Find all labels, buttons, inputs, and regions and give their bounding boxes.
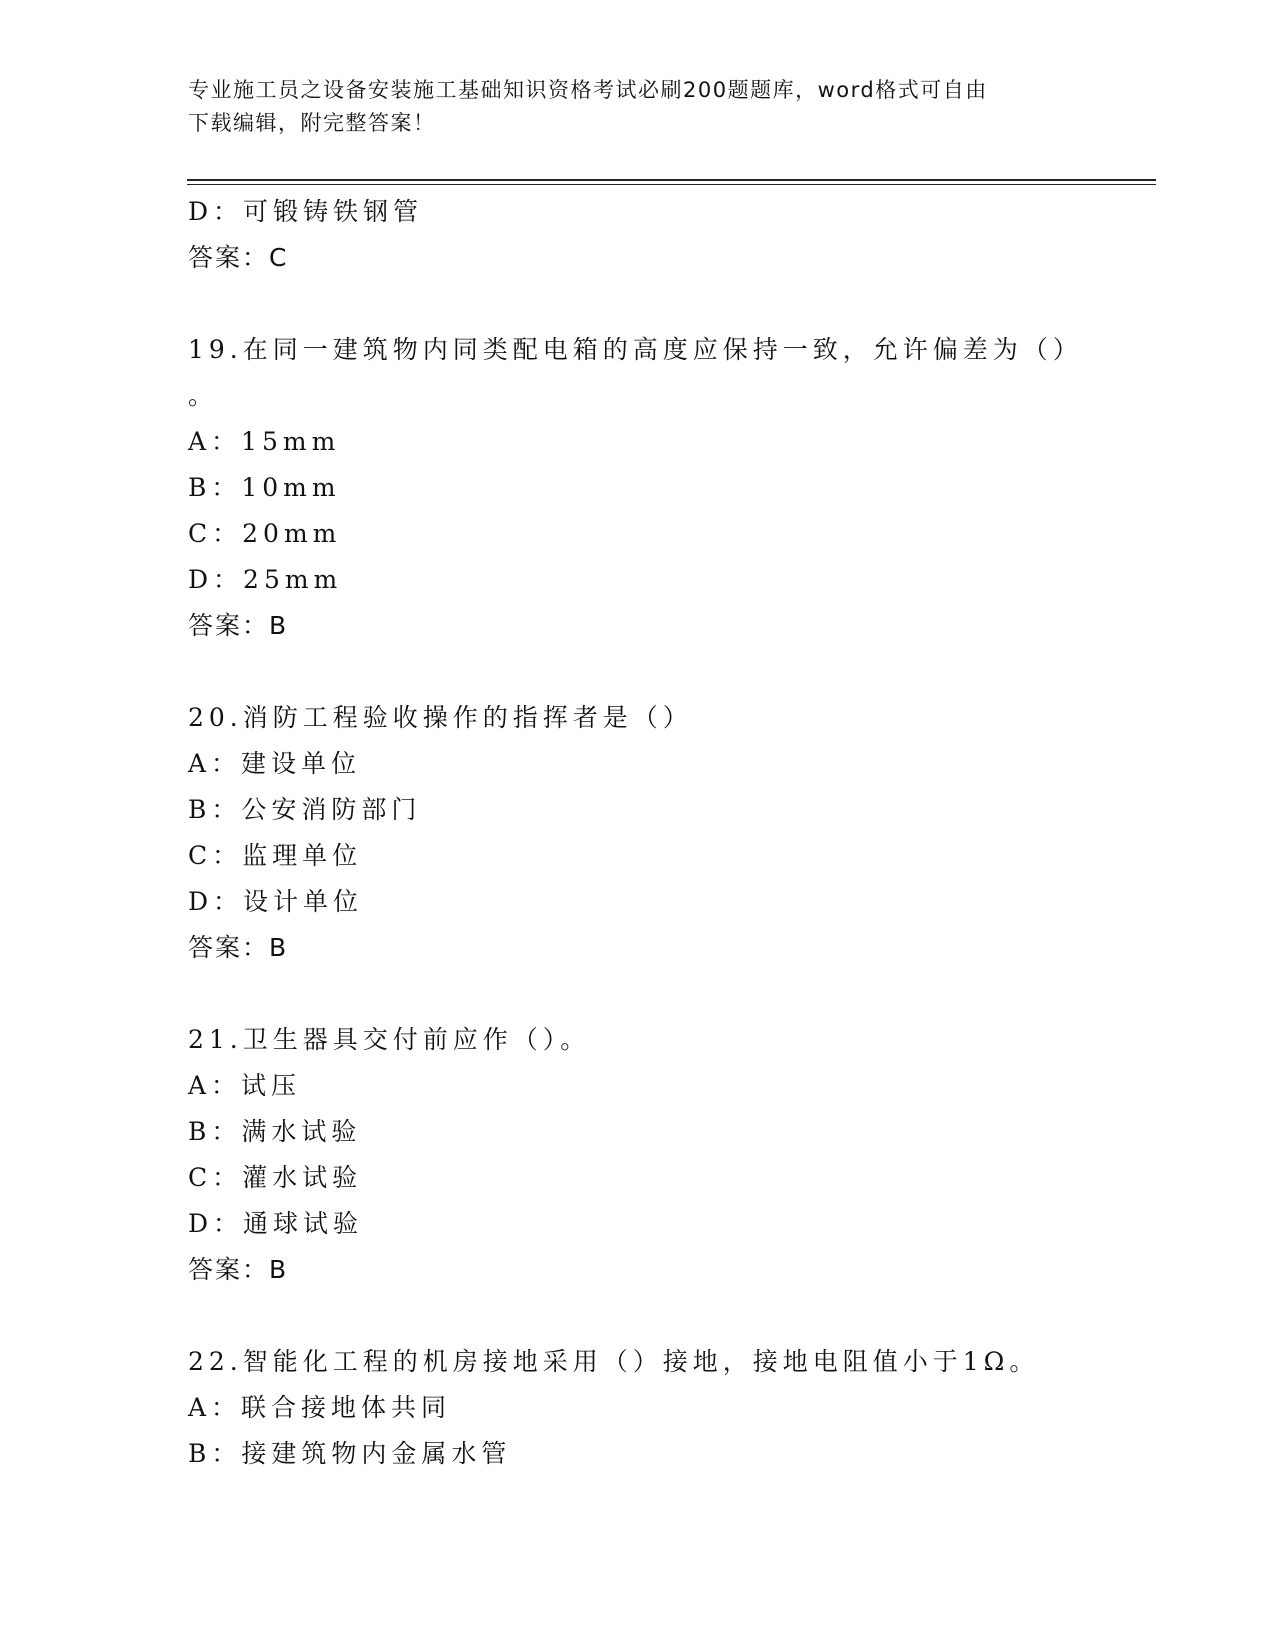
option-d: D：25mm bbox=[188, 565, 343, 594]
question-gap bbox=[188, 281, 1088, 327]
header-divider-thick bbox=[187, 179, 1156, 181]
question-gap bbox=[188, 1293, 1088, 1339]
answer-line: 答案：B bbox=[188, 1255, 289, 1284]
option-a: A：试压 bbox=[188, 1071, 302, 1100]
option-b: B：10mm bbox=[188, 473, 341, 502]
question-stem: 22.智能化工程的机房接地采用（）接地，接地电阻值小于1Ω。 bbox=[188, 1347, 1040, 1376]
option-d: D：通球试验 bbox=[188, 1209, 364, 1238]
header-title-line-2: 下载编辑，附完整答案！ bbox=[188, 111, 436, 135]
option-d: D：设计单位 bbox=[188, 887, 364, 916]
question-stem: 19.在同一建筑物内同类配电箱的高度应保持一致，允许偏差为（） bbox=[188, 335, 1083, 364]
option-a: A：15mm bbox=[188, 427, 341, 456]
question-stem: 21.卫生器具交付前应作（）。 bbox=[188, 1025, 591, 1054]
question-22 bbox=[188, 1339, 1088, 1477]
answer-line: 答案：B bbox=[188, 933, 289, 962]
question-gap bbox=[188, 971, 1088, 1017]
option-b: B：公安消防部门 bbox=[188, 795, 422, 824]
question-list bbox=[188, 189, 1088, 1477]
option-a: A：建设单位 bbox=[188, 749, 362, 778]
question-19 bbox=[188, 327, 1088, 649]
option-b: B：满水试验 bbox=[188, 1117, 362, 1146]
option-d: D：可锻铸铁钢管 bbox=[188, 197, 424, 226]
answer-line: 答案：B bbox=[188, 611, 289, 640]
question-stem-continuation: 。 bbox=[188, 381, 219, 410]
option-c: C：20mm bbox=[188, 519, 342, 548]
document-header bbox=[188, 74, 1088, 140]
header-title-line-1: 专业施工员之设备安装施工基础知识资格考试必刷200题题库，word格式可自由 bbox=[188, 78, 988, 102]
answer-line: 答案：C bbox=[188, 243, 289, 272]
question-gap bbox=[188, 649, 1088, 695]
header-divider-thin bbox=[187, 184, 1156, 185]
option-c: C：灌水试验 bbox=[188, 1163, 363, 1192]
question-21 bbox=[188, 1017, 1088, 1293]
question-20 bbox=[188, 695, 1088, 971]
option-a: A：联合接地体共同 bbox=[188, 1393, 452, 1422]
option-c: C：监理单位 bbox=[188, 841, 363, 870]
option-b: B：接建筑物内金属水管 bbox=[188, 1439, 512, 1468]
question-stem: 20.消防工程验收操作的指挥者是（） bbox=[188, 703, 693, 732]
